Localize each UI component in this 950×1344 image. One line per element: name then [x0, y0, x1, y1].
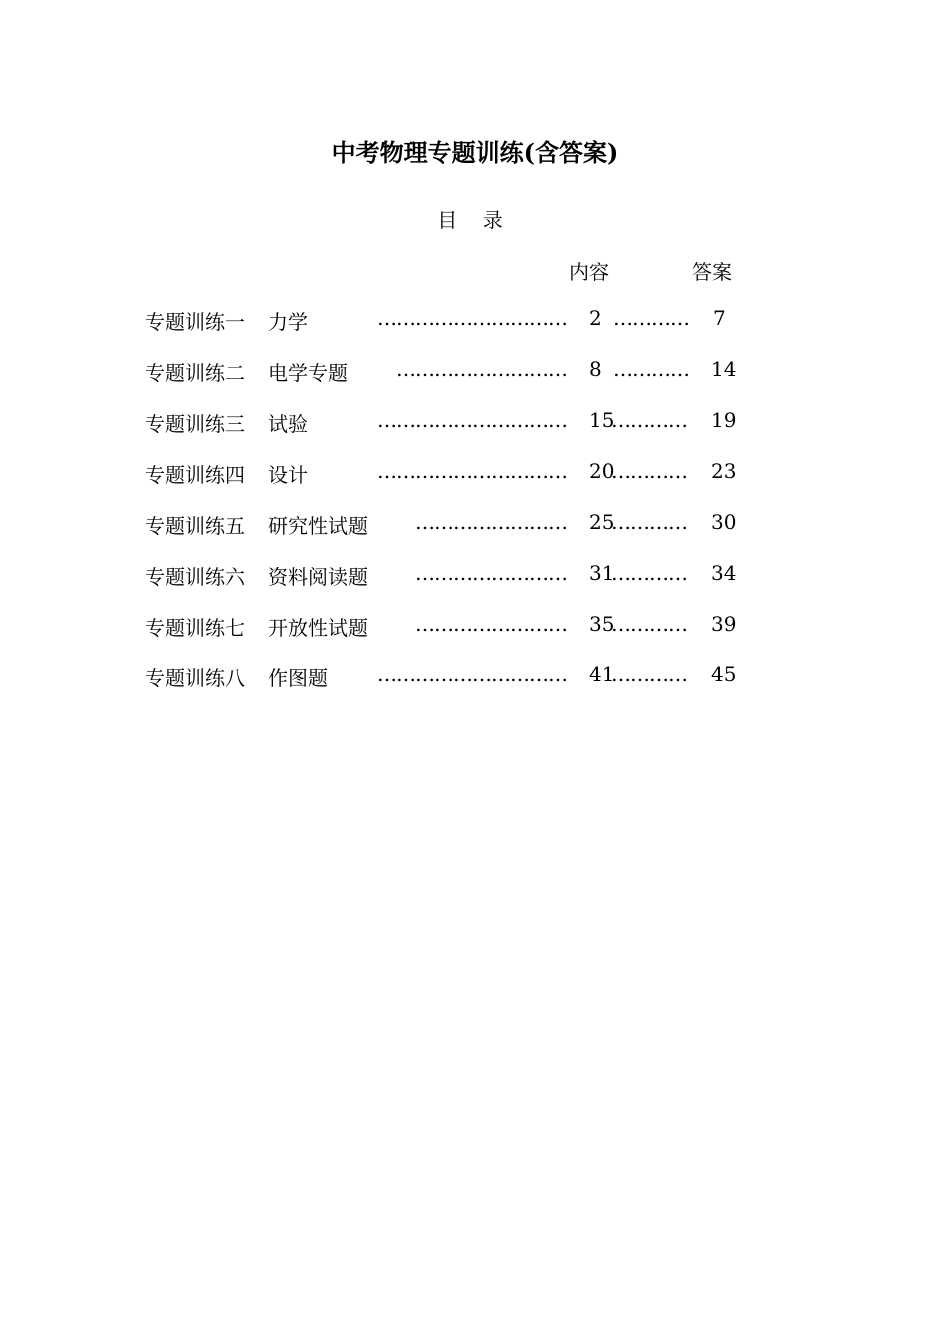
dot-leader: ………… — [611, 612, 687, 636]
dot-leader: …………………… — [415, 510, 567, 534]
answer-page-number: 19 — [711, 408, 737, 432]
content-page-number: 20 — [589, 459, 615, 483]
dot-leader: ………… — [611, 510, 687, 534]
answer-page-number: 30 — [711, 510, 737, 534]
content-column-header: 内容 — [569, 260, 609, 284]
dot-leader: ………………………… — [377, 662, 567, 686]
content-page-number: 35 — [589, 612, 615, 636]
toc-entry-topic: 开放性试题 — [268, 616, 368, 640]
toc-entry-topic: 设计 — [268, 463, 308, 487]
toc-entry — [145, 357, 745, 387]
toc-entry — [145, 510, 745, 540]
dot-leader: ………… — [611, 459, 687, 483]
dot-leader: ………… — [611, 662, 687, 686]
toc-entry-prefix: 专题训练一 — [145, 310, 245, 334]
dot-leader: ………………………… — [377, 408, 567, 432]
toc-entry — [145, 306, 745, 336]
content-page-number: 15 — [589, 408, 615, 432]
answer-page-number: 23 — [711, 459, 737, 483]
content-page-number: 2 — [589, 306, 602, 330]
toc-entry — [145, 459, 745, 489]
toc-entry-prefix: 专题训练四 — [145, 463, 245, 487]
toc-entry-prefix: 专题训练三 — [145, 412, 245, 436]
toc-entry-topic: 研究性试题 — [268, 514, 368, 538]
dot-leader: ………… — [613, 306, 689, 330]
toc-entry — [145, 561, 745, 591]
dot-leader: ………………………… — [377, 459, 567, 483]
dot-leader: ………… — [611, 561, 687, 585]
document-title: 中考物理专题训练(含答案) — [331, 138, 619, 167]
answer-page-number: 45 — [711, 662, 737, 686]
toc-heading: 目 录 — [437, 208, 503, 232]
toc-entry-topic: 电学专题 — [268, 361, 348, 385]
content-page-number: 41 — [589, 662, 615, 686]
dot-leader: ………………………… — [377, 306, 567, 330]
toc-entry-topic: 作图题 — [268, 666, 328, 690]
answer-page-number: 7 — [713, 306, 726, 330]
dot-leader: ………… — [613, 357, 689, 381]
toc-entry-prefix: 专题训练五 — [145, 514, 245, 538]
toc-entry-prefix: 专题训练八 — [145, 666, 245, 690]
dot-leader: …………………… — [415, 561, 567, 585]
content-page-number: 31 — [589, 561, 615, 585]
toc-entry-topic: 力学 — [268, 310, 308, 334]
toc-entry-topic: 试验 — [268, 412, 308, 436]
toc-entry — [145, 662, 745, 692]
toc-entry — [145, 408, 745, 438]
toc-entry-topic: 资料阅读题 — [268, 565, 368, 589]
toc-entry-prefix: 专题训练二 — [145, 361, 245, 385]
content-page-number: 25 — [589, 510, 615, 534]
toc-entry-prefix: 专题训练七 — [145, 616, 245, 640]
answer-page-number: 34 — [711, 561, 737, 585]
answer-page-number: 14 — [711, 357, 737, 381]
answer-column-header: 答案 — [692, 260, 732, 284]
content-page-number: 8 — [589, 357, 602, 381]
toc-entry — [145, 612, 745, 642]
answer-page-number: 39 — [711, 612, 737, 636]
dot-leader: ……………………… — [396, 357, 567, 381]
dot-leader: ………… — [611, 408, 687, 432]
toc-entry-prefix: 专题训练六 — [145, 565, 245, 589]
dot-leader: …………………… — [415, 612, 567, 636]
